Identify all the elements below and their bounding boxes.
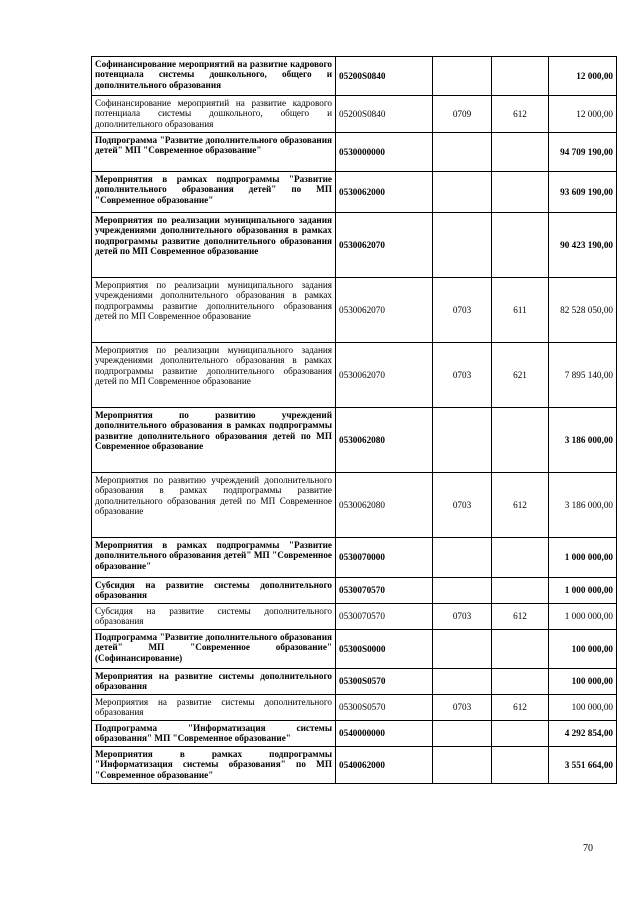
section-code-cell: 0703: [433, 343, 492, 408]
target-code-cell: 0530070570: [336, 604, 433, 630]
row-name-cell: Мероприятия в рамках подпрограммы "Развитие дополнительного образования детей" по МП "Современное образование": [92, 172, 336, 213]
row-name-cell: Подпрограмма "Развитие дополнительного образования детей" МП "Современное образование" (Софинансирование): [92, 630, 336, 669]
table-row: [92, 278, 617, 343]
expense-type-cell: [492, 57, 549, 96]
expense-type-cell: 612: [492, 695, 549, 721]
table-row: [92, 669, 617, 695]
section-code-cell: [433, 669, 492, 695]
row-name-cell: Софинансирование мероприятий на развитие кадрового потенциала системы дошкольного, общего и дополнительного образования: [92, 57, 336, 96]
target-code-cell: 05300S0570: [336, 669, 433, 695]
target-code-cell: 0530062070: [336, 213, 433, 278]
amount-cell: 7 895 140,00: [549, 343, 617, 408]
expense-type-cell: 612: [492, 604, 549, 630]
row-name-cell: Мероприятия по развитию учреждений дополнительного образования в рамках подпрограммы развитие дополнительного образования детей по МП Современное образование: [92, 473, 336, 538]
amount-cell: 100 000,00: [549, 695, 617, 721]
section-code-cell: 0703: [433, 473, 492, 538]
row-name-cell: Мероприятия на развитие системы дополнительного образования: [92, 669, 336, 695]
section-code-cell: [433, 408, 492, 473]
amount-cell: 93 609 190,00: [549, 172, 617, 213]
target-code-cell: 0540062000: [336, 747, 433, 784]
amount-cell: 90 423 190,00: [549, 213, 617, 278]
amount-cell: 3 551 664,00: [549, 747, 617, 784]
expense-type-cell: [492, 213, 549, 278]
table-row: [92, 604, 617, 630]
row-name-cell: Мероприятия по развитию учреждений дополнительного образования в рамках подпрограммы развитие дополнительного образования детей по МП Современное образование: [92, 408, 336, 473]
amount-cell: 4 292 854,00: [549, 721, 617, 747]
table-row: [92, 96, 617, 133]
row-name-cell: Субсидия на развитие системы дополнительного образования: [92, 578, 336, 604]
target-code-cell: 0530062000: [336, 172, 433, 213]
section-code-cell: 0703: [433, 278, 492, 343]
table-row: [92, 133, 617, 172]
target-code-cell: 05200S0840: [336, 57, 433, 96]
amount-cell: 3 186 000,00: [549, 408, 617, 473]
section-code-cell: 0703: [433, 695, 492, 721]
target-code-cell: 05300S0570: [336, 695, 433, 721]
table-row: [92, 343, 617, 408]
amount-cell: 100 000,00: [549, 630, 617, 669]
table-row: [92, 578, 617, 604]
target-code-cell: 0530062080: [336, 408, 433, 473]
amount-cell: 12 000,00: [549, 96, 617, 133]
budget-table-body: [92, 57, 617, 784]
section-code-cell: [433, 721, 492, 747]
table-row: [92, 213, 617, 278]
target-code-cell: 05300S0000: [336, 630, 433, 669]
amount-cell: 1 000 000,00: [549, 578, 617, 604]
section-code-cell: [433, 133, 492, 172]
row-name-cell: Мероприятия по реализации муниципального задания учреждениями дополнительного образования в рамках подпрограммы развитие дополнительного образования детей по МП Современное образование: [92, 213, 336, 278]
expense-type-cell: [492, 578, 549, 604]
row-name-cell: Мероприятия по реализации муниципального задания учреждениями дополнительного образования в рамках подпрограммы развитие дополнительного образования детей по МП Современное образование: [92, 278, 336, 343]
table-row: [92, 172, 617, 213]
table-row: [92, 473, 617, 538]
section-code-cell: [433, 630, 492, 669]
target-code-cell: 0530062070: [336, 278, 433, 343]
expense-type-cell: [492, 721, 549, 747]
expense-type-cell: 621: [492, 343, 549, 408]
expense-type-cell: 611: [492, 278, 549, 343]
row-name-cell: Мероприятия на развитие системы дополнительного образования: [92, 695, 336, 721]
target-code-cell: 0530062070: [336, 343, 433, 408]
table-row: [92, 721, 617, 747]
row-name-cell: Подпрограмма "Информатизация системы образования" МП "Современное образование": [92, 721, 336, 747]
section-code-cell: [433, 172, 492, 213]
row-name-cell: Мероприятия в рамках подпрограммы "Развитие дополнительного образования детей" МП "Современное образование": [92, 538, 336, 578]
budget-table: [91, 56, 617, 784]
section-code-cell: [433, 747, 492, 784]
row-name-cell: Субсидия на развитие системы дополнительного образования: [92, 604, 336, 630]
table-row: [92, 538, 617, 578]
target-code-cell: 0530070570: [336, 578, 433, 604]
expense-type-cell: [492, 172, 549, 213]
row-name-cell: Мероприятия в рамках подпрограммы "Информатизация системы образования" по МП "Современное образование": [92, 747, 336, 784]
amount-cell: 3 186 000,00: [549, 473, 617, 538]
target-code-cell: 0540000000: [336, 721, 433, 747]
expense-type-cell: [492, 408, 549, 473]
page-number: 70: [583, 843, 593, 854]
section-code-cell: [433, 57, 492, 96]
amount-cell: 94 709 190,00: [549, 133, 617, 172]
row-name-cell: Софинансирование мероприятий на развитие кадрового потенциала системы дошкольного, общего и дополнительного образования: [92, 96, 336, 133]
table-row: [92, 747, 617, 784]
target-code-cell: 0530000000: [336, 133, 433, 172]
target-code-cell: 0530062080: [336, 473, 433, 538]
target-code-cell: 0530070000: [336, 538, 433, 578]
section-code-cell: 0709: [433, 96, 492, 133]
expense-type-cell: [492, 538, 549, 578]
amount-cell: 12 000,00: [549, 57, 617, 96]
section-code-cell: [433, 578, 492, 604]
section-code-cell: 0703: [433, 604, 492, 630]
amount-cell: 1 000 000,00: [549, 538, 617, 578]
expense-type-cell: 612: [492, 96, 549, 133]
expense-type-cell: [492, 133, 549, 172]
amount-cell: 1 000 000,00: [549, 604, 617, 630]
row-name-cell: Мероприятия по реализации муниципального задания учреждениями дополнительного образования в рамках подпрограммы развитие дополнительного образования детей по МП Современное образование: [92, 343, 336, 408]
target-code-cell: 05200S0840: [336, 96, 433, 133]
table-row: [92, 695, 617, 721]
expense-type-cell: [492, 669, 549, 695]
table-row: [92, 630, 617, 669]
section-code-cell: [433, 538, 492, 578]
table-row: [92, 57, 617, 96]
expense-type-cell: [492, 630, 549, 669]
table-row: [92, 408, 617, 473]
expense-type-cell: 612: [492, 473, 549, 538]
amount-cell: 82 528 050,00: [549, 278, 617, 343]
section-code-cell: [433, 213, 492, 278]
amount-cell: 100 000,00: [549, 669, 617, 695]
row-name-cell: Подпрограмма "Развитие дополнительного образования детей" МП "Современное образование": [92, 133, 336, 172]
expense-type-cell: [492, 747, 549, 784]
